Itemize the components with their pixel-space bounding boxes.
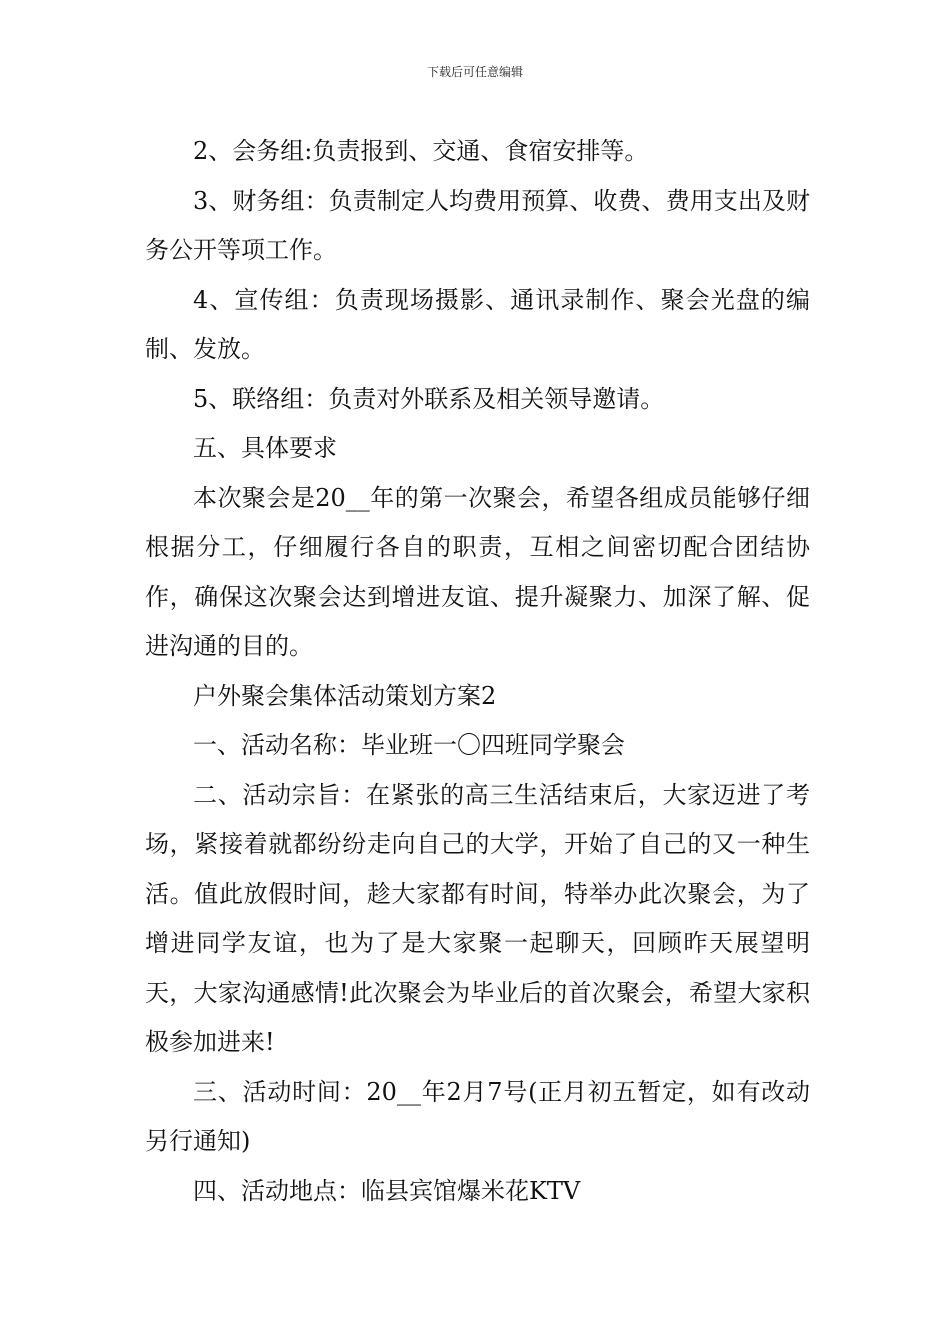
paragraph-publicity-group: 4、宣传组：负责现场摄影、通讯录制作、聚会光盘的编制、发放。 bbox=[145, 285, 810, 363]
page-header: 下载后可任意编辑 bbox=[426, 65, 523, 79]
paragraph-requirements: 本次聚会是20__年的第一次聚会，希望各组成员能够仔细根据分工，仔细履行各自的职责，互相之间密切配合团结协作，确保这次聚会达到增进友谊、提升凝聚力、加深了解、促进沟通的目的。 bbox=[145, 483, 810, 660]
paragraph-activity-name: 一、活动名称：毕业班一〇四班同学聚会 bbox=[193, 731, 625, 759]
document-body bbox=[145, 127, 810, 1216]
plan-title: 户外聚会集体活动策划方案2 bbox=[193, 681, 497, 710]
paragraph-meeting-group: 2、会务组:负责报到、交通、食宿安排等。 bbox=[193, 137, 649, 165]
paragraph-activity-location: 四、活动地点：临县宾馆爆米花KTV bbox=[193, 1176, 581, 1205]
paragraph-liaison-group: 5、联络组：负责对外联系及相关领导邀请。 bbox=[193, 384, 665, 413]
section-heading-requirements: 五、具体要求 bbox=[193, 434, 337, 462]
paragraph-activity-time: 三、活动时间：20__年2月7号(正月初五暂定，如有改动另行通知) bbox=[145, 1077, 810, 1155]
paragraph-activity-purpose: 二、活动宗旨：在紧张的高三生活结束后，大家迈进了考场，紧接着就都纷纷走向自己的大学，开始了自己的又一种生活。值此放假时间，趁大家都有时间，特举办此次聚会，为了增进同学友谊，也为了是大家聚一起聊天，回顾昨天展望明天，大家沟通感情!此次聚会为毕业后的首次聚会，希望大家积极参加进来! bbox=[145, 780, 810, 1056]
paragraph-finance-group: 3、财务组：负责制定人均费用预算、收费、费用支出及财务公开等项工作。 bbox=[145, 186, 810, 264]
